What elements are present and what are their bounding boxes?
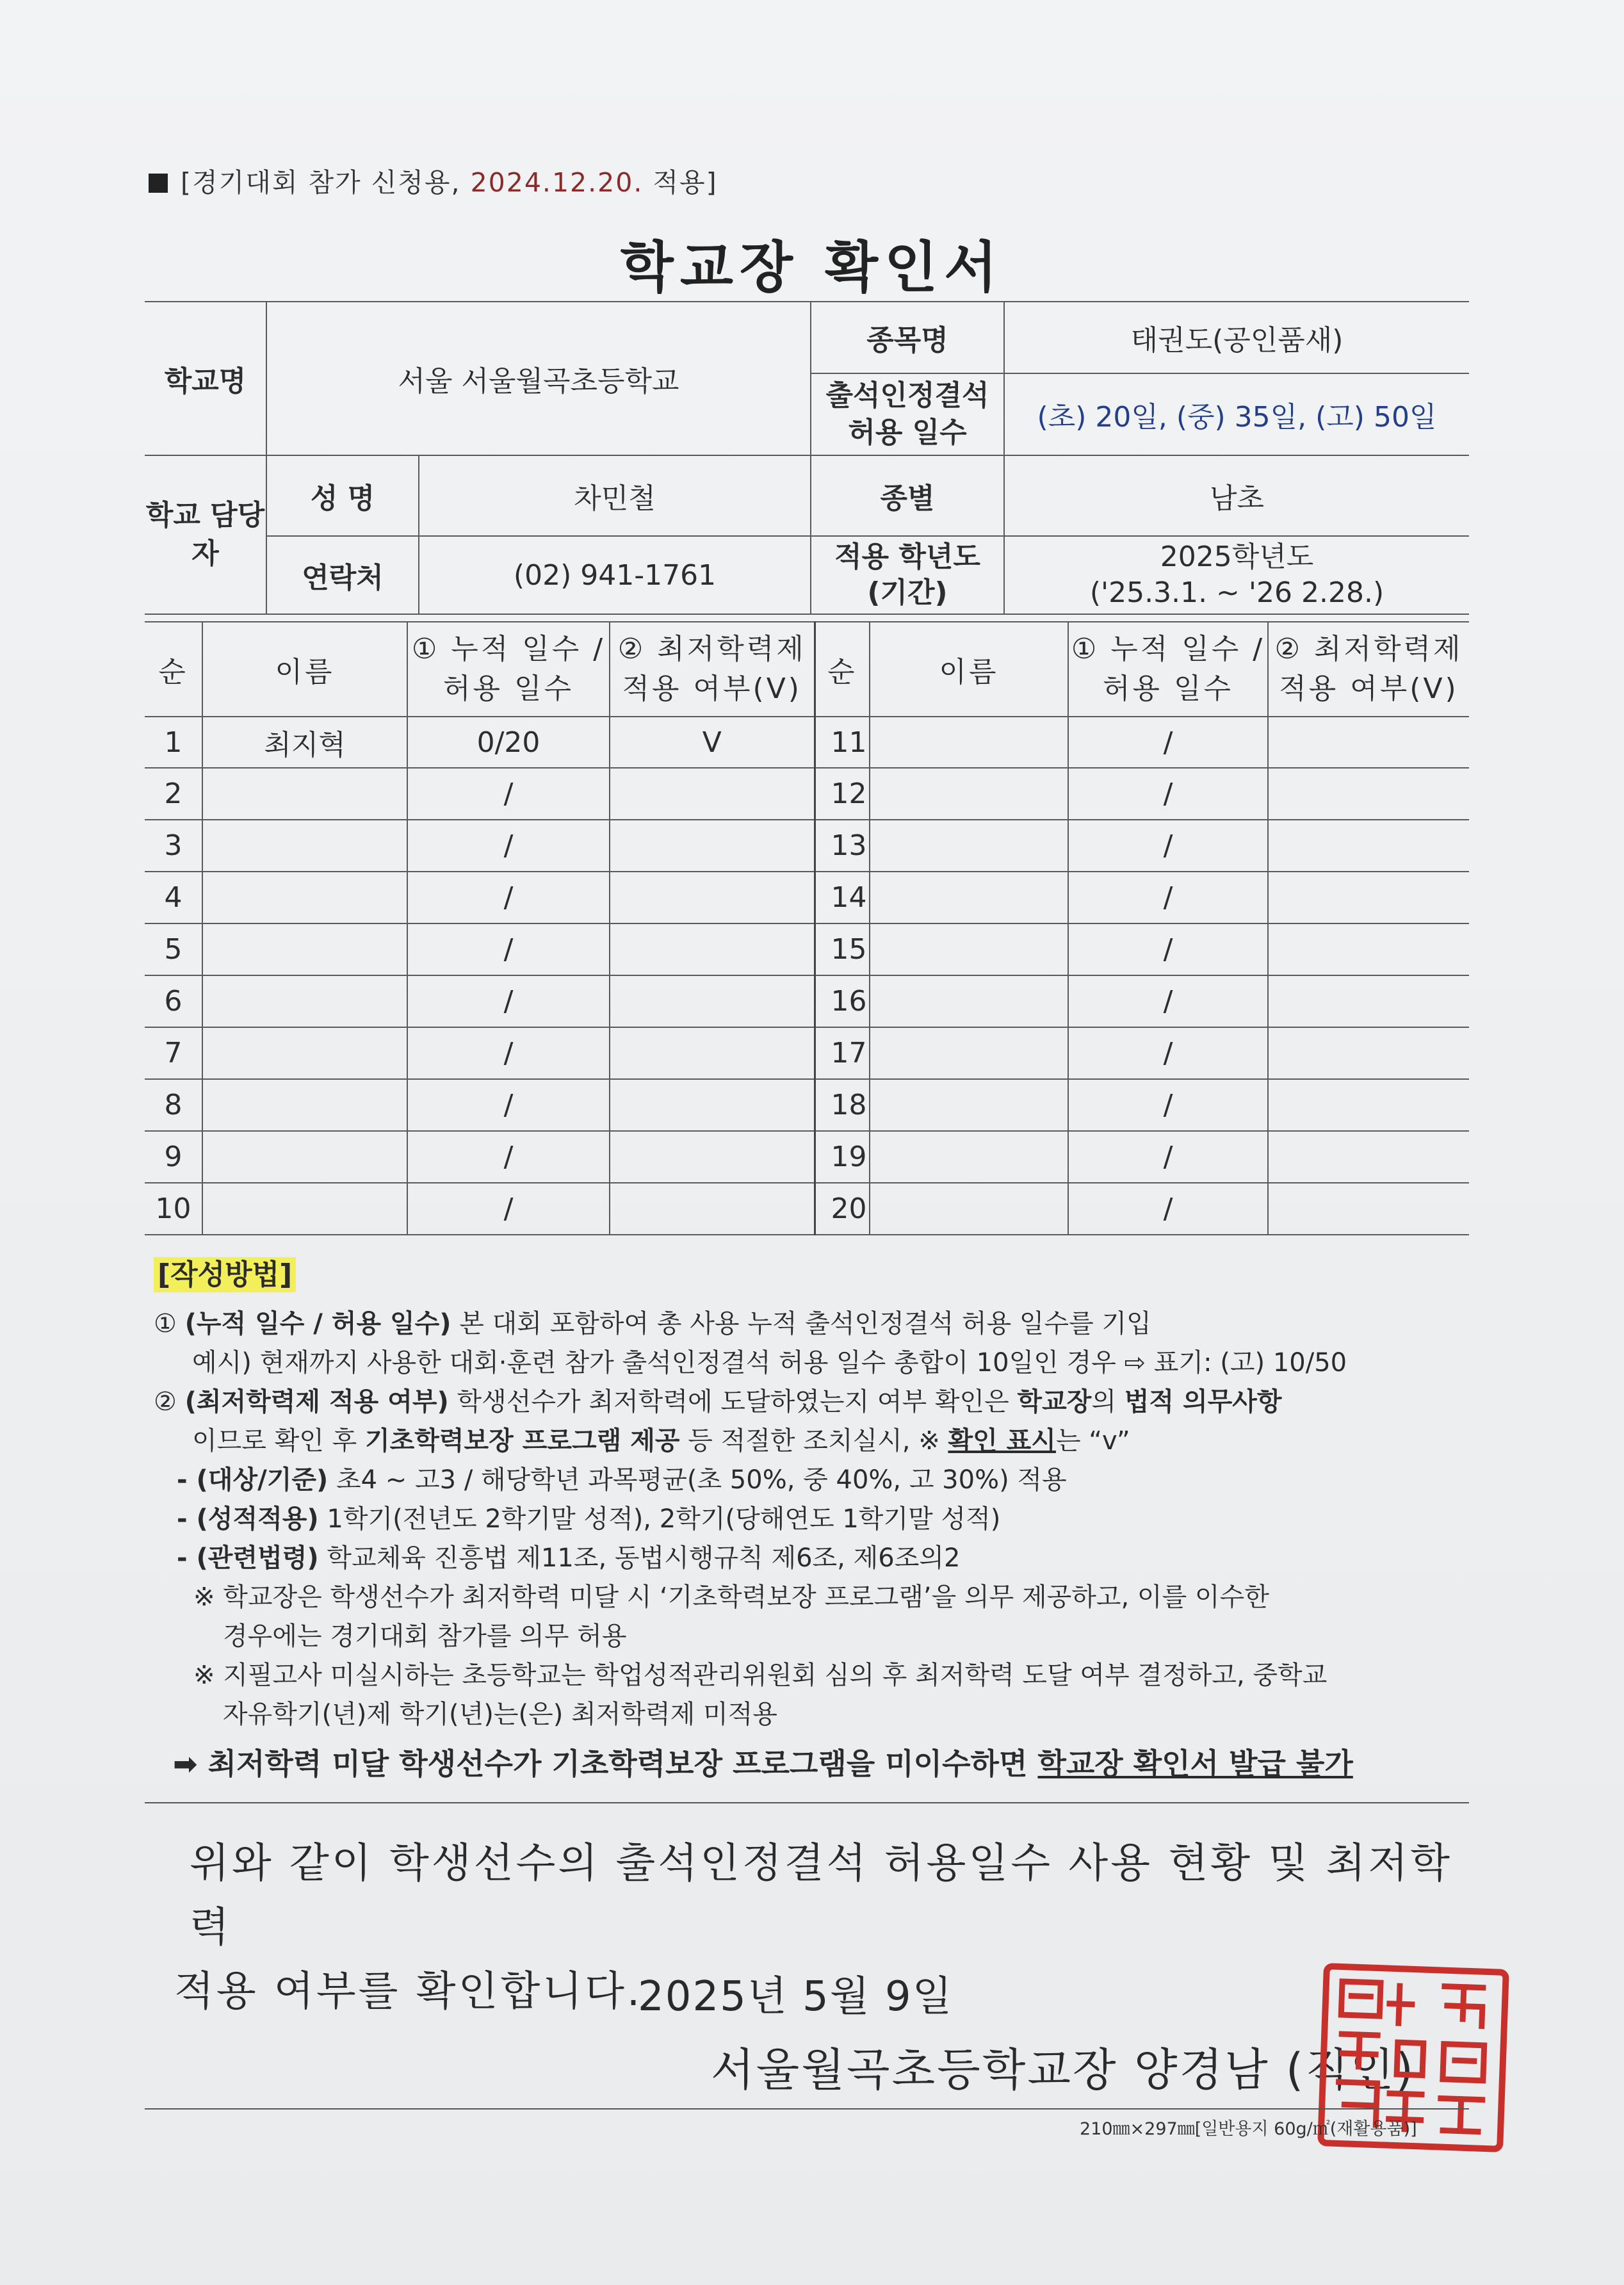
row-days: / [407, 975, 610, 1027]
row-name [202, 1131, 407, 1183]
row-check [610, 1079, 815, 1131]
row-no: 16 [815, 975, 870, 1027]
row-check [610, 768, 815, 820]
table-row [145, 1131, 1469, 1183]
table-row [145, 872, 1469, 923]
row-no: 15 [815, 923, 870, 975]
row-no: 5 [145, 923, 202, 975]
row-no: 7 [145, 1027, 202, 1079]
row-no: 3 [145, 820, 202, 872]
absence-days-label: 출석인정결석 허용 일수 [811, 373, 1004, 455]
row-check [1268, 923, 1469, 975]
table-row [145, 923, 1469, 975]
row-name [202, 872, 407, 923]
guide-line-1: ① (누적 일수 / 허용 일수) 본 대회 포함하여 총 사용 누적 출석인정결석 허용 일수를 기입 [154, 1309, 1151, 1338]
document-title: 학교장 확인서 [620, 236, 1004, 300]
category-value: 남초 [1004, 455, 1469, 536]
row-days: / [1068, 768, 1268, 820]
row-name [870, 1079, 1068, 1131]
row-name [202, 1027, 407, 1079]
row-name [202, 1183, 407, 1235]
row-days: / [1068, 1079, 1268, 1131]
row-name [202, 820, 407, 872]
table-row [145, 1027, 1469, 1079]
row-check [1268, 1183, 1469, 1235]
row-check [1268, 820, 1469, 872]
row-check [1268, 1079, 1469, 1131]
guide-line-2b: 이므로 확인 후 기초학력보장 프로그램 제공 등 적절한 조치실시, ※ 확인 표시는 “v” [192, 1426, 1130, 1456]
header-name: 이름 [202, 622, 407, 717]
guide-law: - (관련법령) 학교체육 진흥법 제11조, 동법시행규칙 제6조, 제6조의2 [177, 1543, 961, 1573]
paper-size-note: 210㎜×297㎜[일반용지 60g/㎡(재활용품)] [1080, 2119, 1417, 2139]
guide-example: 예시) 현재까지 사용한 대회·훈련 참가 출석인정결석 허용 일수 총합이 10일인 경우 ⇨ 표기: (고) 10/50 [192, 1348, 1347, 1378]
name-label: 성 명 [266, 455, 419, 536]
row-name [870, 1183, 1068, 1235]
guide-line-2: ② (최저학력제 적용 여부) 학생선수가 최저학력에 도달하였는지 여부 확인은 학교장의 법적 의무사항 [154, 1387, 1282, 1417]
student-table [145, 621, 1469, 1235]
header-days: ① 누적 일수 / 허용 일수 [407, 622, 610, 717]
header-academic-2: ② 최저학력제 적용 여부(V) [1268, 622, 1469, 717]
row-no: 12 [815, 768, 870, 820]
row-days: / [407, 1027, 610, 1079]
row-no: 8 [145, 1079, 202, 1131]
row-name [202, 768, 407, 820]
guide-note-1b: 경우에는 경기대회 참가를 의무 허용 [223, 1622, 627, 1651]
square-bullet-icon [149, 174, 168, 193]
row-days: / [1068, 717, 1268, 768]
school-name-value: 서울 서울월곡초등학교 [266, 302, 811, 455]
row-no: 4 [145, 872, 202, 923]
table-row [145, 975, 1469, 1027]
row-name [870, 975, 1068, 1027]
header-no: 순 [145, 622, 202, 717]
row-check [1268, 768, 1469, 820]
row-no: 1 [145, 717, 202, 768]
header-name-2: 이름 [870, 622, 1068, 717]
applied-date: 2024.12.20. [470, 167, 644, 198]
guide-heading: [작성방법] [154, 1257, 296, 1292]
row-no: 18 [815, 1079, 870, 1131]
row-check [1268, 975, 1469, 1027]
school-name-label: 학교명 [145, 302, 266, 455]
divider [145, 1802, 1469, 1803]
student-rows [145, 717, 1469, 1235]
row-no: 2 [145, 768, 202, 820]
arrow-box-icon: ➡ [173, 1746, 198, 1781]
row-no: 17 [815, 1027, 870, 1079]
row-days: / [1068, 1183, 1268, 1235]
row-check [610, 1027, 815, 1079]
row-name [870, 1027, 1068, 1079]
row-no: 14 [815, 872, 870, 923]
row-check [1268, 1027, 1469, 1079]
row-check: V [610, 717, 815, 768]
row-no: 19 [815, 1131, 870, 1183]
row-name [202, 923, 407, 975]
guide-note-1: ※ 학교장은 학생선수가 최저학력 미달 시 ‘기초학력보장 프로그램’을 의무 제공하고, 이를 이수한 [193, 1582, 1269, 1612]
row-days: / [407, 923, 610, 975]
row-check [610, 1183, 815, 1235]
row-name: 최지혁 [202, 717, 407, 768]
confirmation-statement: 위와 같이 학생선수의 출석인정결석 허용일수 사용 현황 및 최저학력 적용 여부를 확인합니다. [174, 1840, 1452, 2015]
guide-note-2b: 자유학기(년)제 학기(년)는(은) 최저학력제 미적용 [223, 1700, 777, 1729]
guide-grades: - (성적적용) 1학기(전년도 2학기말 성적), 2학기(당해연도 1학기말 성적) [177, 1504, 1001, 1534]
application-note: [경기대회 참가 신청용, 2024.12.20. 적용] [149, 161, 718, 199]
header-no-2: 순 [815, 622, 870, 717]
guide-target: - (대상/기준) 초4 ~ 고3 / 해당학년 과목평균(초 50%, 중 40%, 고 30%) 적용 [177, 1465, 1067, 1495]
row-check [610, 820, 815, 872]
event-value: 태권도(공인품새) [1004, 302, 1469, 373]
row-check [1268, 872, 1469, 923]
row-days: / [1068, 1131, 1268, 1183]
row-days: / [407, 1079, 610, 1131]
row-check [1268, 1131, 1469, 1183]
row-no: 9 [145, 1131, 202, 1183]
absence-days-value: (초) 20일, (중) 35일, (고) 50일 [1004, 373, 1469, 455]
contact-label: 연락처 [266, 536, 419, 614]
row-check [610, 923, 815, 975]
guide-note-2: ※ 지필고사 미실시하는 초등학교는 학업성적관리위원회 심의 후 최저학력 도달 여부 결정하고, 중학교 [193, 1661, 1328, 1690]
year-period: ('25.3.1. ~ '26 2.28.) [1089, 576, 1384, 609]
row-name [870, 717, 1068, 768]
contact-value: (02) 941-1761 [419, 536, 811, 614]
row-days: / [1068, 820, 1268, 872]
category-label: 종별 [811, 455, 1004, 536]
writing-guide [154, 1255, 1473, 1784]
row-days: / [1068, 923, 1268, 975]
row-check [610, 872, 815, 923]
manager-label: 학교 담당자 [145, 455, 266, 614]
row-no: 10 [145, 1183, 202, 1235]
row-name [870, 1131, 1068, 1183]
row-days: / [1068, 1027, 1268, 1079]
table-row [145, 717, 1469, 768]
row-no: 20 [815, 1183, 870, 1235]
row-days: / [1068, 975, 1268, 1027]
row-check [1268, 717, 1469, 768]
row-name [870, 820, 1068, 872]
row-days: / [407, 820, 610, 872]
year-label: 적용 학년도 (기간) [811, 536, 1004, 614]
table-row [145, 820, 1469, 872]
bottom-divider [145, 2108, 1469, 2110]
table-row [145, 768, 1469, 820]
row-days: / [407, 872, 610, 923]
row-check [610, 975, 815, 1027]
row-days: 0/20 [407, 717, 610, 768]
row-days: / [407, 768, 610, 820]
year-cell [1004, 536, 1469, 614]
row-check [610, 1131, 815, 1183]
table-row [145, 1183, 1469, 1235]
school-info-table [145, 301, 1469, 615]
row-name [202, 1079, 407, 1131]
row-no: 11 [815, 717, 870, 768]
signature-date: 2025년 5월 9일 [638, 1973, 954, 2021]
event-label: 종목명 [811, 302, 1004, 373]
row-no: 13 [815, 820, 870, 872]
row-days: / [1068, 872, 1268, 923]
row-name [870, 768, 1068, 820]
header-days-2: ① 누적 일수 / 허용 일수 [1068, 622, 1268, 717]
header-academic: ② 최저학력제 적용 여부(V) [610, 622, 815, 717]
guide-final: ➡ 최저학력 미달 학생선수가 기초학력보장 프로그램을 미이수하면 학교장 확인서 발급 불가 [173, 1746, 1353, 1781]
row-name [870, 872, 1068, 923]
signature-name: 서울월곡초등학교장 양경남 (직인) [711, 2044, 1415, 2096]
row-days: / [407, 1183, 610, 1235]
row-name [202, 975, 407, 1027]
name-value: 차민철 [419, 455, 811, 536]
row-days: / [407, 1131, 610, 1183]
row-no: 6 [145, 975, 202, 1027]
table-row [145, 1079, 1469, 1131]
year-value: 2025학년도 [1160, 541, 1314, 573]
row-name [870, 923, 1068, 975]
